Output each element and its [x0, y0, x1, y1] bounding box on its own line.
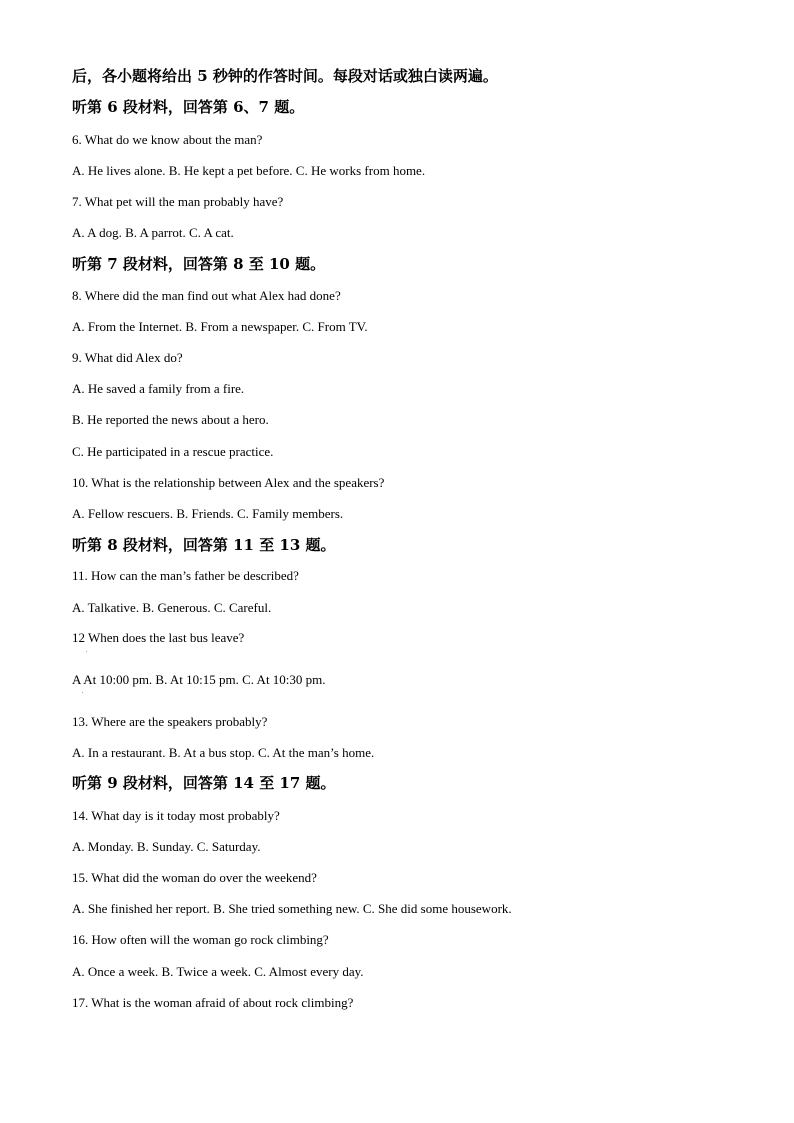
section-heading-8: 听第 8 段材料，回答第 11 至 13 题。 [72, 536, 336, 554]
options-11: A. Talkative. B. Generous. C. Careful. [72, 600, 272, 615]
section-heading-7: 听第 7 段材料，回答第 8 至 10 题。 [72, 255, 326, 273]
question-10: 10. What is the relationship between Alex and the speakers? [72, 475, 385, 490]
question-6: 6. What do we know about the man? [72, 132, 263, 147]
question-17: 17. What is the woman afraid of about rock climbing? [72, 995, 354, 1010]
question-7: 7. What pet will the man probably have? [72, 194, 284, 209]
options-8: A. From the Internet. B. From a newspaper. C. From TV. [72, 319, 368, 334]
options-12: A At 10:00 pm. B. At 10:15 pm. C. At 10:30 pm. [72, 672, 326, 687]
stray-mark: . [86, 648, 88, 654]
options-16: A. Once a week. B. Twice a week. C. Almost every day. [72, 964, 364, 979]
instruction-line: 后，各小题将给出 5 秒钟的作答时间。每段对话或独白读两遍。 [72, 67, 498, 85]
question-16: 16. How often will the woman go rock climbing? [72, 932, 329, 947]
section-heading-9: 听第 9 段材料，回答第 14 至 17 题。 [72, 774, 336, 792]
options-13: A. In a restaurant. B. At a bus stop. C. At the man’s home. [72, 745, 375, 760]
question-12: 12 When does the last bus leave? [72, 630, 245, 645]
question-13: 13. Where are the speakers probably? [72, 714, 268, 729]
options-15: A. She finished her report. B. She tried something new. C. She did some housework. [72, 901, 512, 916]
option-9c: C. He participated in a rescue practice. [72, 444, 274, 459]
question-8: 8. Where did the man find out what Alex had done? [72, 288, 341, 303]
question-9: 9. What did Alex do? [72, 350, 183, 365]
question-11: 11. How can the man’s father be described? [72, 568, 299, 583]
question-14: 14. What day is it today most probably? [72, 808, 280, 823]
question-15: 15. What did the woman do over the weekend? [72, 870, 317, 885]
options-10: A. Fellow rescuers. B. Friends. C. Family members. [72, 506, 344, 521]
option-9b: B. He reported the news about a hero. [72, 412, 269, 427]
stray-mark: . [82, 689, 84, 695]
section-heading-6: 听第 6 段材料，回答第 6、7 题。 [72, 98, 305, 116]
options-7: A. A dog. B. A parrot. C. A cat. [72, 225, 234, 240]
option-9a: A. He saved a family from a fire. [72, 381, 245, 396]
options-14: A. Monday. B. Sunday. C. Saturday. [72, 839, 261, 854]
options-6: A. He lives alone. B. He kept a pet before. C. He works from home. [72, 163, 426, 178]
